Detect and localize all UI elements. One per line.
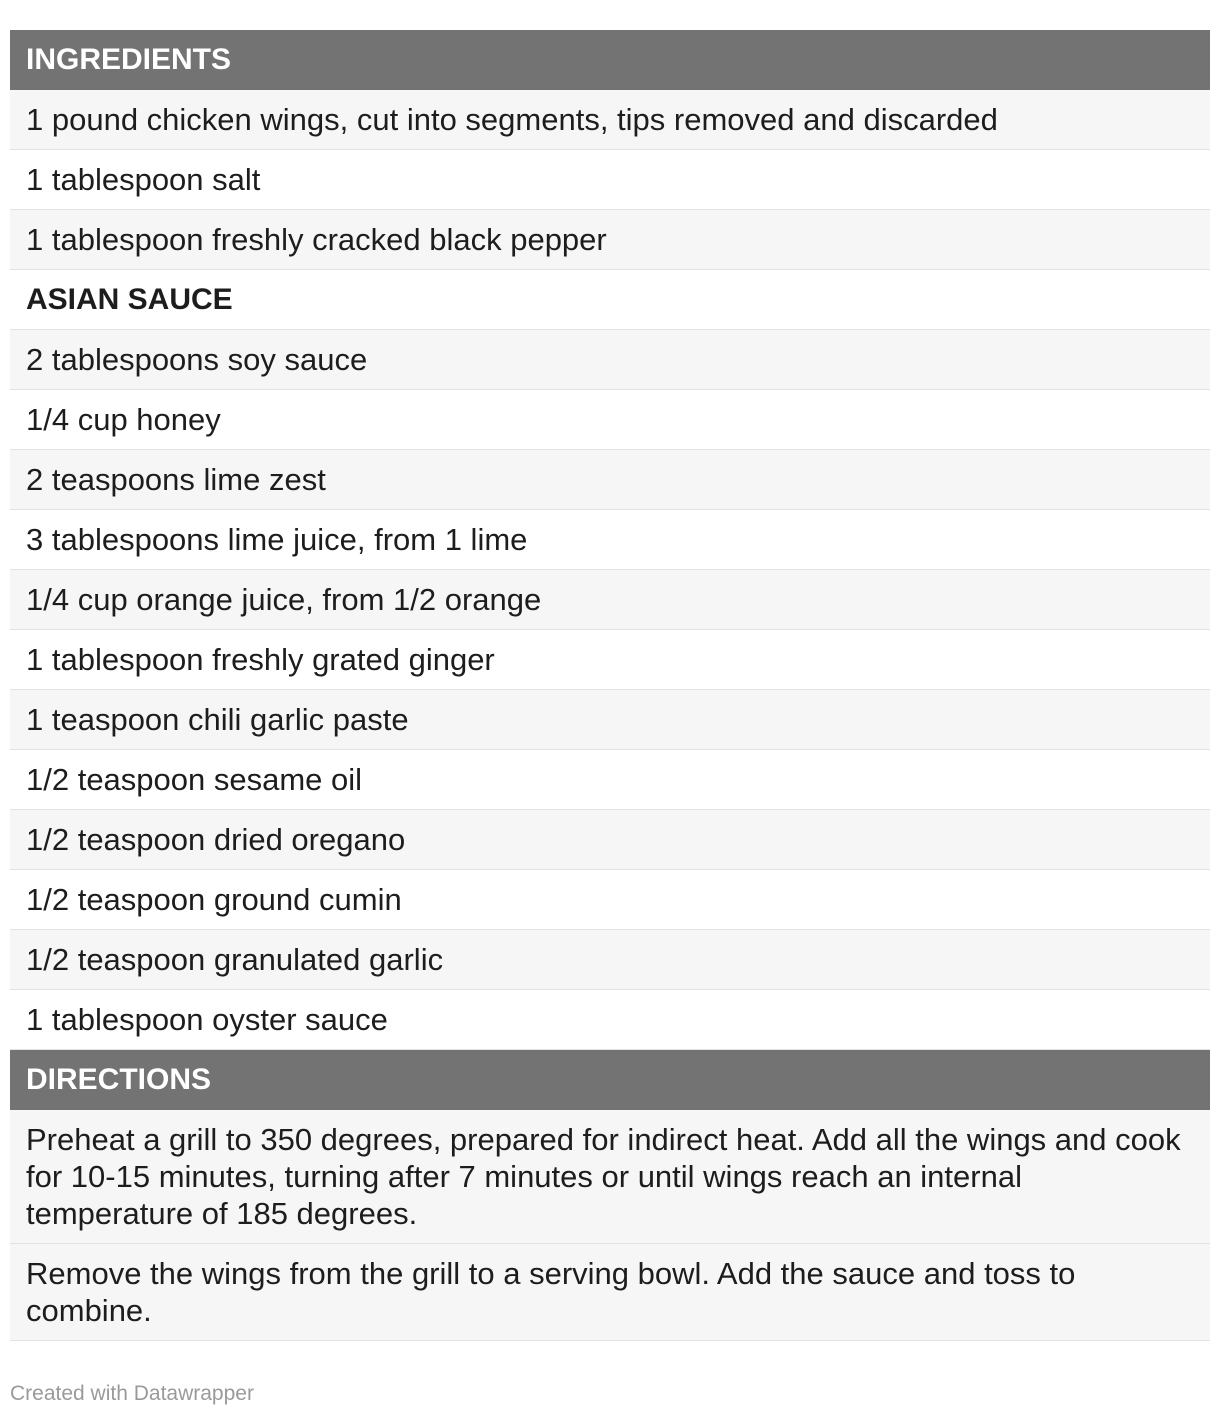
table-row: 1 pound chicken wings, cut into segments, tips removed and discarded <box>10 90 1210 150</box>
table-row: 1/2 teaspoon ground cumin <box>10 870 1210 930</box>
table-row: 1/4 cup orange juice, from 1/2 orange <box>10 570 1210 630</box>
table-row: 1/2 teaspoon sesame oil <box>10 750 1210 810</box>
table-row: 1/2 teaspoon dried oregano <box>10 810 1210 870</box>
table-subheader-asian-sauce: ASIAN SAUCE <box>10 270 1210 330</box>
table-row: 1/2 teaspoon granulated garlic <box>10 930 1210 990</box>
table-row: 1 teaspoon chili garlic paste <box>10 690 1210 750</box>
table-row: 3 tablespoons lime juice, from 1 lime <box>10 510 1210 570</box>
table-row: 1 tablespoon freshly grated ginger <box>10 630 1210 690</box>
table-row: 2 tablespoons soy sauce <box>10 330 1210 390</box>
table-row: 1/4 cup honey <box>10 390 1210 450</box>
direction-step: Preheat a grill to 350 degrees, prepared for indirect heat. Add all the wings and cook for 10-15 minutes, turning after 7 minutes or until wings reach an internal temperature of 185 degrees. <box>10 1110 1210 1244</box>
recipe-table <box>10 30 1210 1341</box>
direction-step: Remove the wings from the grill to a serving bowl. Add the sauce and toss to combine. <box>10 1244 1210 1341</box>
table-header-ingredients: INGREDIENTS <box>10 30 1210 90</box>
table-row: 1 tablespoon freshly cracked black pepper <box>10 210 1210 270</box>
table-row: 1 tablespoon oyster sauce <box>10 990 1210 1050</box>
table-header-directions: DIRECTIONS <box>10 1050 1210 1110</box>
table-row: 2 teaspoons lime zest <box>10 450 1210 510</box>
footer-credit: Created with Datawrapper <box>10 1382 254 1405</box>
table-row: 1 tablespoon salt <box>10 150 1210 210</box>
